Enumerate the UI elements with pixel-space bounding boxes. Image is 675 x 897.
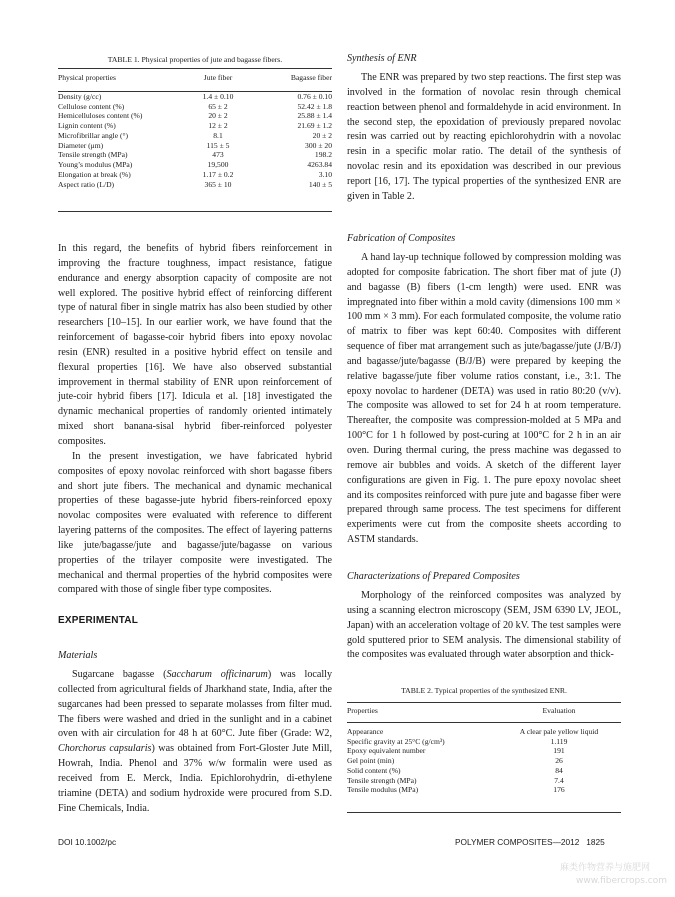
table1-row-cell: 1.4 ± 0.10 xyxy=(202,91,234,101)
table2-row xyxy=(347,727,621,737)
table1-row-cell: 8.1 xyxy=(213,130,223,140)
footer-doi: DOI 10.1002/pc xyxy=(58,837,117,847)
table1-row-cell: 65 ± 2 xyxy=(208,101,228,111)
intro-paragraph-1: In this regard, the benefits of hybrid fibers reinforcement in improving the fracture toughness, impact resistance, fatigue endurance and energy absorption capacity of composite are not well explored. The positive hybrid effect of reinforcing different type of natural fiber in single matrix has also been studied by other researchers [10–15]. In our earlier work, we have found that the reinforcement of bagasse-coir hybrid fibers into epoxy novolac resin (ENR) resulted in a positive hybrid effect on tensile and flexural properties [16]. We have also observed substantial improvement in thermal stability of ENR upon reinforcement of jute-coir hybrid fibers [17]. Idicula et al. [18] investigated the dynamic mechanical properties of randomly oriented intimately mixed short banana-sisal hybrid fiber-reinforced polyester composites. xyxy=(58,243,332,447)
table1-row xyxy=(58,121,332,131)
table1-row-cell: 20 ± 2 xyxy=(208,111,228,121)
table1-header-row xyxy=(58,73,332,83)
table2-header-row xyxy=(347,706,621,716)
experimental-heading: EXPERIMENTAL xyxy=(58,615,138,626)
watermark-line2: www.fibercrops.com xyxy=(576,876,667,886)
table1-row-cell: Lignin content (%) xyxy=(58,121,116,130)
table1-row-cell: 140 ± 5 xyxy=(308,179,332,189)
table2-row-cell: Appearance xyxy=(347,726,384,736)
footer-page-number: 1825 xyxy=(586,837,605,847)
table1-row-cell: 19,500 xyxy=(207,160,229,169)
characterization-heading: Characterizations of Prepared Composites xyxy=(347,571,520,582)
table2-row xyxy=(347,756,621,766)
table2-row-cell: 191 xyxy=(553,746,565,756)
table1-row-cell: Young’s modulus (MPa) xyxy=(58,160,133,169)
table1-row xyxy=(58,111,332,121)
table2-row-cell: Gel point (min) xyxy=(347,756,395,765)
table1-row-cell: 3.10 xyxy=(318,169,332,179)
table1-caption: TABLE 1. Physical properties of jute and bagasse fibers. xyxy=(107,55,283,64)
table2-header-row-cell: Evaluation xyxy=(542,706,576,715)
characterization-paragraph: Morphology of the reinforced composites was analyzed by using a scanning electron microscopy (SEM, JSM 6390 LV, JEOL, Japan) with an acceleration voltage of 20 kV. The test samples were gold sputtered prior to SEM analysis. The dimensional stability of the composites was evaluated through water absorption and thick- xyxy=(347,590,621,661)
table1-row xyxy=(58,92,332,102)
table1-row xyxy=(58,102,332,112)
table2-bottom-rule xyxy=(347,812,621,813)
table2-row xyxy=(347,737,621,747)
table2 xyxy=(347,706,621,795)
table2-row-cell: Tensile modulus (MPa) xyxy=(347,785,419,795)
table2-row-cell: 26 xyxy=(555,756,563,765)
synthesis-heading: Synthesis of ENR xyxy=(347,53,417,64)
intro-paragraph-2: In the present investigation, we have fabricated hybrid composites of epoxy novolac reinforced with short bagasse fibers and short jute fibers. The mechanical and dynamic mechanical properties of these bagasse-jute hybrid fibers-reinforced epoxy novolac composites were evaluated with reference to different layering patterns of the composites. The effect of layering patterns like jute/bagasse/jute and bagasse/jute/bagasse on various properties of the trilayer composite were investigated. The mechanical and thermal properties of the hybrid composites were compared with those of single fiber type composites. xyxy=(58,450,332,596)
table1-row-cell: Density (g/cc) xyxy=(58,91,102,101)
table1-row-cell: 12 ± 2 xyxy=(208,121,228,130)
table2-row xyxy=(347,776,621,786)
table2-header-row-cell: Properties xyxy=(347,706,378,715)
table1-row-cell: 21.69 ± 1.2 xyxy=(297,121,332,130)
table1-row xyxy=(58,141,332,151)
table1-header-row-cell: Bagasse fiber xyxy=(290,73,332,82)
watermark xyxy=(560,862,667,888)
table1-row-cell: Elongation at break (%) xyxy=(58,169,131,179)
table1-row xyxy=(58,180,332,190)
table2-row xyxy=(347,746,621,756)
table2-row-cell: 7.4 xyxy=(554,775,564,785)
table1-row-cell: Diameter (μm) xyxy=(58,140,104,150)
table1-row xyxy=(58,160,332,170)
table1-bottom-rule xyxy=(58,211,332,212)
table1-header-row-cell: Physical properties xyxy=(58,73,116,82)
table1-row xyxy=(58,170,332,180)
materials-paragraph: Sugarcane bagasse (Saccharum officinarum) was locally collected from agricultural fields of Jharkhand state, India, after the sugarcanes had been pressed to separate molasses from filter mud. The fibers were washed and dried in the sunlight and in a cabinet oven with air circulation for 48 h at 60°C. Jute fiber (Grade: W2, Chorchorus capsularis) was obtained from Fort-Gloster Jute Mill, Howrah, India. Phenol and 37% w/w formalin were used as received from E. Merck, India. Epichlorohydrin, di-ethylene triamine (DETA) and sodium hydroxide were procured from S.D. Fine Chemicals, India. xyxy=(58,669,332,814)
table1-row-cell: 0.76 ± 0.10 xyxy=(297,91,332,101)
materials-heading: Materials xyxy=(58,650,98,661)
table2-row-cell: Solid content (%) xyxy=(347,765,401,775)
table1-top-rule xyxy=(58,68,332,69)
left-text-block xyxy=(58,242,332,598)
table1-row-cell: 198.2 xyxy=(314,150,332,160)
table2-row-cell: A clear pale yellow liquid xyxy=(519,726,599,736)
table2-row xyxy=(347,766,621,776)
table2-row-cell: Specific gravity at 25°C (g/cm³) xyxy=(347,736,445,746)
footer-journal xyxy=(455,837,605,847)
table1-row-cell: Cellulose content (%) xyxy=(58,101,125,111)
table2-row-cell: 176 xyxy=(553,785,565,795)
table2-row-cell: 1.119 xyxy=(550,736,568,746)
table1-row-cell: 20 ± 2 xyxy=(312,130,332,140)
table1-header-rule xyxy=(58,91,332,92)
table1-row-cell: 300 ± 20 xyxy=(305,140,332,150)
table2-row xyxy=(347,785,621,795)
table2-row-cell: 84 xyxy=(555,765,563,775)
table2-top-rule xyxy=(347,702,621,703)
table1-row xyxy=(58,131,332,141)
fabrication-heading: Fabrication of Composites xyxy=(347,233,456,244)
table1-row-cell: 473 xyxy=(212,150,224,160)
table2-row-cell: Tensile strength (MPa) xyxy=(347,775,417,785)
table1-row-cell: 25.88 ± 1.4 xyxy=(297,111,332,121)
table1-row-cell: Aspect ratio (L/D) xyxy=(58,179,115,189)
table1-row-cell: 365 ± 10 xyxy=(204,179,232,189)
watermark-line1: 麻类作物营养与施肥网 xyxy=(560,863,651,873)
table1-row-cell: 115 ± 5 xyxy=(206,140,230,150)
fabrication-paragraph: A hand lay-up technique followed by compression molding was adopted for composite fabrication. The short fiber mat of jute (J) and bagasse (B) fibers (1-cm length) were used. ENR was impregnated into fiber within a mold cavity (dimensions 100 mm × 100 mm × 3 mm). For each formulated composite, the volume ratio of matrix to fiber was kept 60:40. Composites with different sequence of fiber mat arrangement such as jute/bagasse/jute (J/B/J) and bagasse/jute/bagasse (B/J/B) were prepared by keeping the relative bagasse/jute fiber volume ratios constant, i.e., 3:1. The epoxy novolac to hardener (DETA) was used in ratio 80:20 (v/v). The composite was allowed to set for 24 h at room temperature. Thereafter, the composite was compression-molded at 5 MPa and 100°C for 1 h followed by post-curing at 100°C for 2 h in an air oven. During thermal curing, the press machine was degassed to remove air bubbles and voids. A sketch of the different layer configurations are given in Fig. 1. The pure epoxy novolac sheet and its composites reinforced with pure jute and bagasse fiber were prepared through same process. The test specimens for different experiments were cut from the composite sheets according to ASTM standards. xyxy=(347,252,621,546)
table1-row-cell: Microfibrillar angle (°) xyxy=(58,130,129,140)
synthesis-paragraph: The ENR was prepared by two step reactions. The first step was involved in the formation of novolac resin through chemical reaction between phenol and formaldehyde in acid environment. In the second step, the epoxidation of previously prepared novolac resin was carried out by reacting epichlorohydrin with a novolac resin in a specific molar ratio. The detail of the synthesis of novolac resin and its epoxidation was described in our previous report [16, 17]. The typical properties of the synthesized ENR are given in Table 2. xyxy=(347,72,621,202)
table1-row-cell: 4263.84 xyxy=(307,160,332,169)
table1-row xyxy=(58,150,332,160)
table1-row-cell: 1.17 ± 0.2 xyxy=(202,169,234,179)
table1-header-row-cell: Jute fiber xyxy=(203,73,233,82)
table1-row-cell: 52.42 ± 1.8 xyxy=(297,101,332,111)
table2-header-rule xyxy=(347,722,621,723)
table2-row-cell: Epoxy equivalent number xyxy=(347,746,426,756)
table2-caption: TABLE 2. Typical properties of the synthesized ENR. xyxy=(401,686,567,695)
table1-row-cell: Tensile strength (MPa) xyxy=(58,150,128,160)
table1-row-cell: Hemicelluloses content (%) xyxy=(58,111,143,121)
footer-journal-name: POLYMER COMPOSITES—2012 xyxy=(455,837,580,847)
